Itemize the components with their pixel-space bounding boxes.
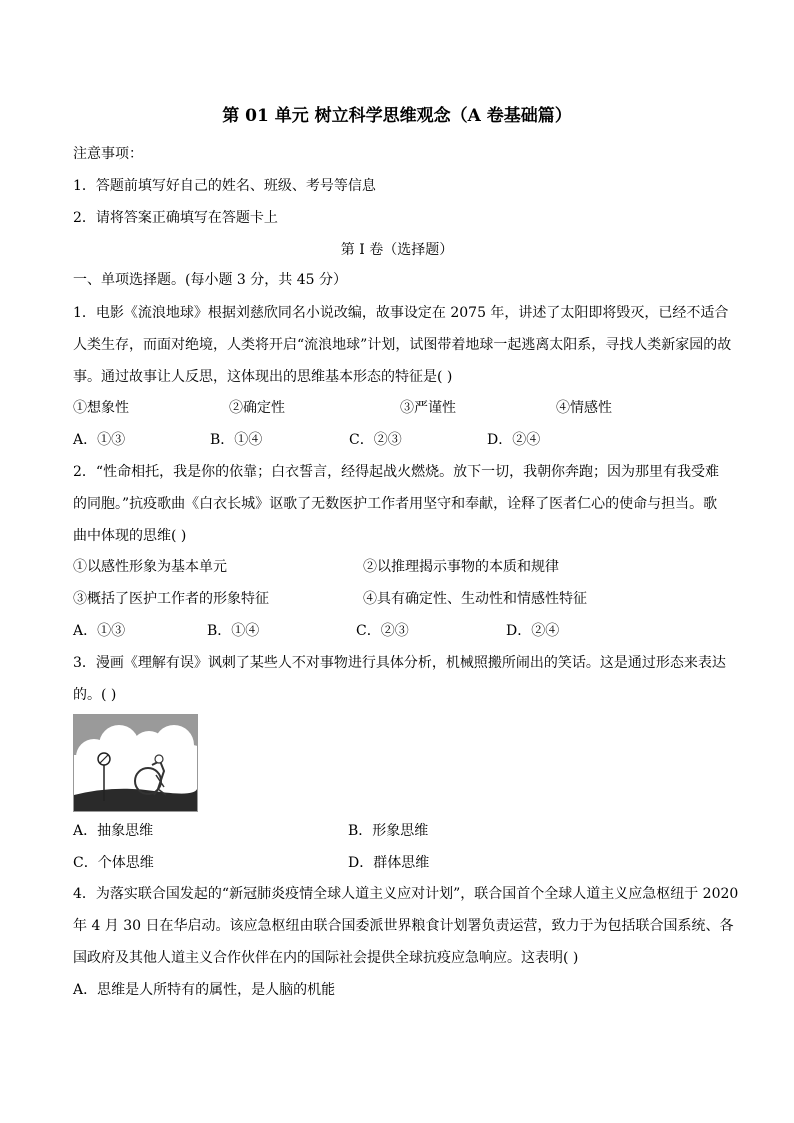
page-title: 第 01 单元 树立科学思维观念（A 卷基础篇） [222, 106, 572, 126]
q1-statement-4: ④情感性 [556, 400, 612, 416]
cartoon-illustration [74, 715, 197, 811]
q2-line-3: 曲中体现的思维( ) [73, 528, 187, 544]
q1-choice-b: B．①④ [210, 432, 263, 448]
q1-choice-c: C．②③ [349, 432, 402, 448]
q4-line-1: 4．为落实联合国发起的“新冠肺炎疫情全球人道主义应对计划”，联合国首个全球人道主义应急枢纽于 2020 [73, 886, 739, 902]
q3-choice-a: A．抽象思维 [73, 823, 154, 839]
q2-line-1: 2．“性命相托，我是你的依靠；白衣誓言，经得起战火燃烧。放下一切，我朝你奔跑；因为那里有我受难 [73, 464, 720, 480]
q2-line-2: 的同胞。”抗疫歌曲《白衣长城》讴歌了无数医护工作者用坚守和奉献，诠释了医者仁心的使命与担当。歌 [73, 496, 718, 512]
note-item-2: 2．请将答案正确填写在答题卡上 [73, 210, 278, 226]
q2-statement-1: ①以感性形象为基本单元 [73, 559, 227, 575]
q1-statement-3: ③严谨性 [400, 400, 456, 416]
q2-statement-2: ②以推理揭示事物的本质和规律 [363, 559, 559, 575]
q4-line-3: 国政府及其他人道主义合作伙伴在内的国际社会提供全球抗疫应急响应。这表明( ) [73, 950, 579, 966]
q1-statement-2: ②确定性 [229, 400, 285, 416]
section-heading: 一、单项选择题。(每小题 3 分，共 45 分） [73, 272, 347, 288]
q3-choice-c: C．个体思维 [73, 855, 154, 871]
q2-statement-3: ③概括了医护工作者的形象特征 [73, 591, 269, 607]
q3-choice-d: D．群体思维 [348, 855, 430, 871]
q1-line-2: 人类生存，而面对绝境，人类将开启“流浪地球”计划，试图带着地球一起逃离太阳系，寻找人类新家园的故 [73, 337, 732, 353]
q3-line-2: 的。( ) [73, 687, 117, 703]
q3-line-1: 3．漫画《理解有误》讽刺了某些人不对事物进行具体分析，机械照搬所闹出的笑话。这是通过形态来表达 [73, 655, 726, 671]
q4-line-2: 年 4 月 30 日在华启动。该应急枢纽由联合国委派世界粮食计划署负责运营，致力于为包括联合国系统、各 [73, 918, 734, 934]
q1-statement-1: ①想象性 [73, 400, 129, 416]
q2-choice-c: C．②③ [356, 623, 409, 639]
q2-choice-a: A．①③ [73, 623, 126, 639]
notes-heading: 注意事项： [73, 146, 143, 162]
q2-choice-d: D．②④ [506, 623, 560, 639]
note-item-1: 1．答题前填写好自己的姓名、班级、考号等信息 [73, 178, 376, 194]
q2-statement-4: ④具有确定性、生动性和情感性特征 [363, 591, 587, 607]
q4-choice-a: A．思维是人所特有的属性，是人脑的机能 [73, 982, 336, 998]
q1-choice-a: A．①③ [73, 432, 126, 448]
q1-line-1: 1．电影《流浪地球》根据刘慈欣同名小说改编，故事设定在 2075 年，讲述了太阳即将毁灭，已经不适合 [73, 305, 729, 321]
q3-choice-b: B．形象思维 [348, 823, 429, 839]
q2-choice-b: B．①④ [207, 623, 260, 639]
volume-heading: 第 I 卷（选择题） [340, 242, 454, 258]
cartoon-image [73, 714, 198, 812]
q1-line-3: 事。通过故事让人反思，这体现出的思维基本形态的特征是( ) [73, 369, 453, 385]
q1-choice-d: D．②④ [487, 432, 541, 448]
